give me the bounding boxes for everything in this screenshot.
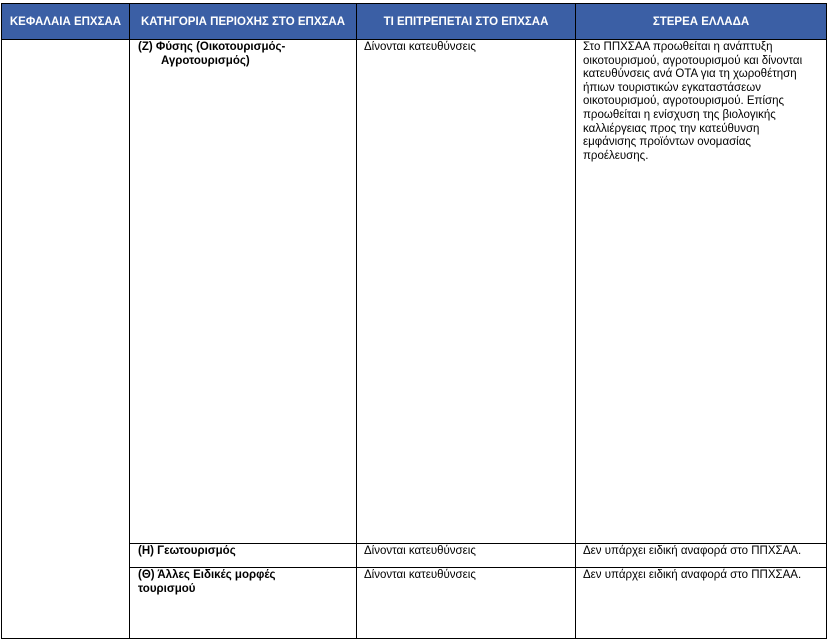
allowed-text: Δίνονται κατευθύνσεις <box>364 545 476 557</box>
sterea-text: Δεν υπάρχει ειδική αναφορά στο ΠΠΧΣΑΑ. <box>583 569 802 581</box>
category-cell <box>130 568 357 639</box>
allowed-cell <box>357 544 576 568</box>
allowed-text: Δίνονται κατευθύνσεις <box>364 41 476 53</box>
header-allowed: ΤΙ ΕΠΙΤΡΕΠΕΤΑΙ ΣΤΟ ΕΠΧΣΑΑ <box>357 4 576 40</box>
category-text <box>130 40 356 68</box>
chapter-cell <box>2 40 130 639</box>
comparison-table <box>1 3 827 639</box>
table-header-row <box>2 4 827 40</box>
header-chapters: ΚΕΦΑΛΑΙΑ ΕΠΧΣΑΑ <box>2 4 130 40</box>
table-row <box>2 40 827 544</box>
allowed-cell <box>357 568 576 639</box>
sterea-cell <box>576 544 827 568</box>
category-text: (Θ) Άλλες Ειδικές μορφές τουρισμού <box>138 569 276 595</box>
header-sterea-ellada: ΣΤΕΡΕΑ ΕΛΛΑΔΑ <box>576 4 827 40</box>
sterea-cell <box>576 568 827 639</box>
chapter-text <box>2 40 129 41</box>
header-area-category: ΚΑΤΗΓΟΡΙΑ ΠΕΡΙΟΧΗΣ ΣΤΟ ΕΠΧΣΑΑ <box>130 4 357 40</box>
allowed-cell <box>357 40 576 544</box>
sterea-cell <box>576 40 827 544</box>
category-cell <box>130 40 357 544</box>
category-line-2: Αγροτουρισμός) <box>161 54 250 67</box>
category-line-1: (Ζ) Φύσης (Οικοτουρισμός- <box>138 41 286 53</box>
sterea-text: Δεν υπάρχει ειδική αναφορά στο ΠΠΧΣΑΑ. <box>583 545 802 557</box>
sterea-text: Στο ΠΠΧΣΑΑ προωθείται η ανάπτυξη οικοτουρισμού, αγροτουρισμού και δίνονται κατευθύνσεις ανά ΟΤΑ για τη χωροθέτηση ήπιων τουριστικών εγκαταστάσεων οικοτουρισμού, αγροτουρισμού. Επίσης προωθείται η ενίσχυση της βιολογικής καλλιέργειας προς την κατεύθυνση εμφάνισης προϊόντων ονομασίας προέλευσης. <box>583 41 803 162</box>
allowed-text: Δίνονται κατευθύνσεις <box>364 569 476 581</box>
category-text: (Η) Γεωτουρισμός <box>138 545 236 557</box>
category-cell <box>130 544 357 568</box>
